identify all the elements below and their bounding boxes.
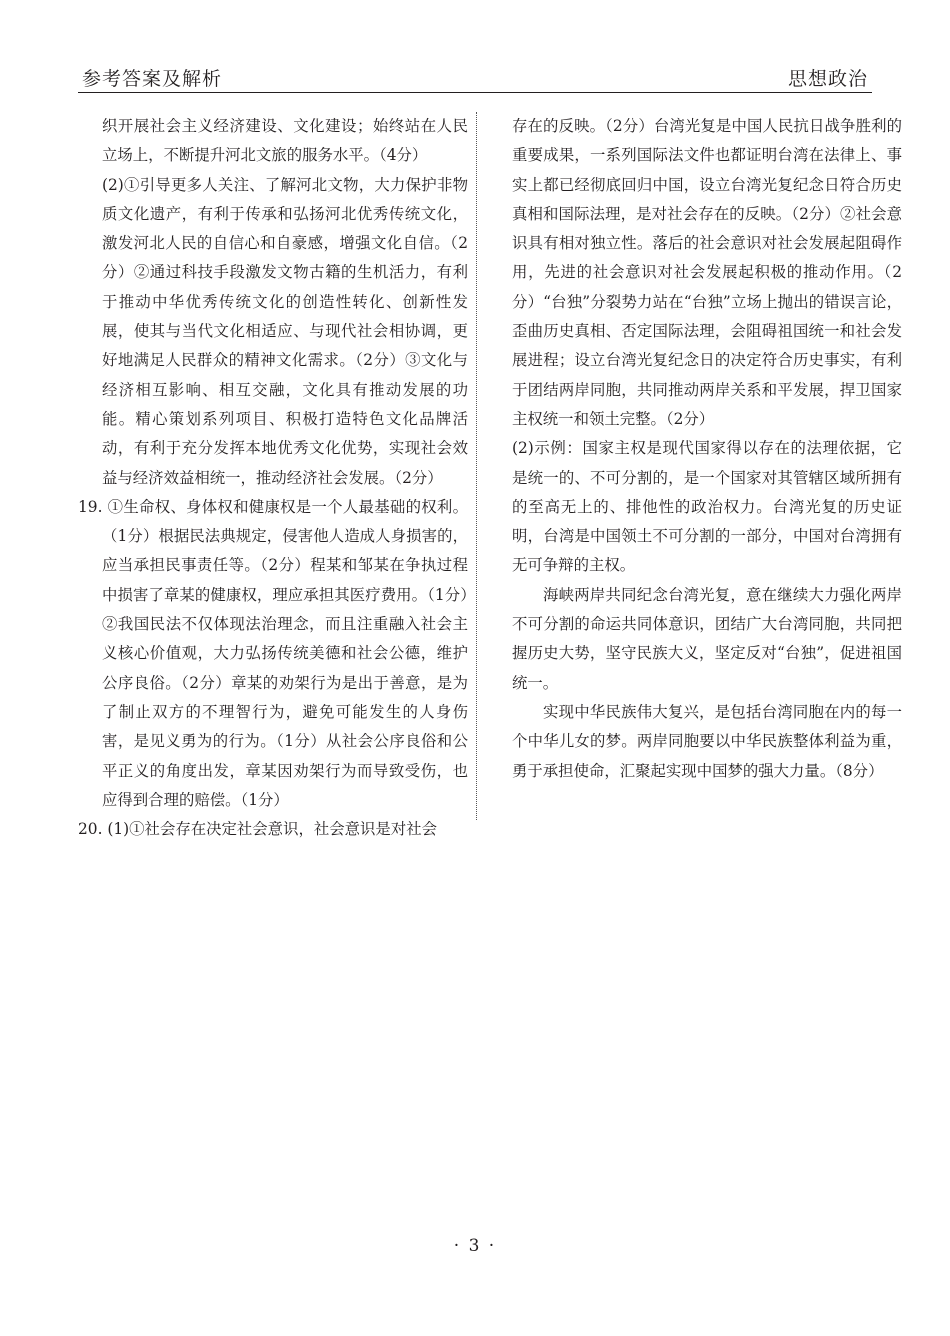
- answer-20-2-paragraph-2: 海峡两岸共同纪念台湾光复，意在继续大力强化两岸不可分割的命运共同体意识，团结广大台湾同胞，共同把握历史大势，坚守民族大义，坚定反对“台独”，促进祖国统一。: [512, 585, 902, 692]
- answer-20-1-start: 20. (1)①社会存在决定社会意识，社会意识是对社会: [78, 820, 437, 839]
- header-subject: 思想政治: [787, 68, 868, 90]
- page-header: [78, 60, 872, 94]
- column-divider: [476, 112, 477, 820]
- answer-18-1-continued: 织开展社会主义经济建设、文化建设；始终站在人民立场上，不断提升河北文旅的服务水平。（4分）: [102, 117, 468, 165]
- left-column: [78, 112, 468, 844]
- header-section-title: 参考答案及解析: [82, 68, 223, 90]
- answer-18-2: (2)①引导更多人关注、了解河北文物，大力保护非物质文化遗产，有利于传承和弘扬河北优秀传统文化，激发河北人民的自信心和自豪感，增强文化自信。（2分）②通过科技手段激发文物古籍的生机活力，有利于推动中华优秀传统文化的创造性转化、创新性发展，使其与当代文化相适应、与现代社会相协调，更好地满足人民群众的精神文化需求。（2分）③文化与经济相互影响、相互交融，文化具有推动发展的功能。精心策划系列项目、积极打造特色文化品牌活动，有利于充分发挥本地优秀文化优势，实现社会效益与经济效益相统一，推动经济社会发展。（2分）: [102, 175, 468, 487]
- page-number: · 3 ·: [453, 1236, 497, 1256]
- header-rule: [78, 92, 872, 93]
- answer-20-2-paragraph-3: 实现中华民族伟大复兴，是包括台湾同胞在内的每一个中华儿女的梦。两岸同胞要以中华民族整体利益为重，勇于承担使命，汇聚起实现中国梦的强大力量。（8分）: [512, 702, 902, 780]
- answer-20-1-continued: 存在的反映。（2分）台湾光复是中国人民抗日战争胜利的重要成果，一系列国际法文件也都证明台湾在法律上、事实上都已经彻底回归中国，设立台湾光复纪念日符合历史真相和国际法理，是对社会存在的反映。（2分）②社会意识具有相对独立性。落后的社会意识对社会发展起阻碍作用，先进的社会意识对社会发展起积极的推动作用。（2分）“台独”分裂势力站在“台独”立场上抛出的错误言论，歪曲历史真相、否定国际法理，会阻碍祖国统一和社会发展进程；设立台湾光复纪念日的决定符合历史事实，有利于团结两岸同胞，共同推动两岸关系和平发展，捍卫国家主权统一和领土完整。（2分）: [512, 117, 902, 428]
- answer-19: 19. ①生命权、身体权和健康权是一个人最基础的权利。（1分）根据民法典规定，侵害他人造成人身损害的，应当承担民事责任等。（2分）程某和邹某在争执过程中损害了章某的健康权，理应承担其医疗费用。（1分）②我国民法不仅体现法治理念，而且注重融入社会主义核心价值观，大力弘扬传统美德和社会公德，维护公序良俗。（2分）章某的劝架行为是出于善意，是为了制止双方的不理智行为，避免可能发生的人身伤害，是见义勇为的行为。（1分）从社会公序良俗和公平正义的角度出发，章某因劝架行为而导致受伤，也应得到合理的赔偿。（1分）: [78, 497, 468, 809]
- answer-20-2: (2)示例：国家主权是现代国家得以存在的法理依据，它是统一的、不可分割的，是一个国家对其管辖区域所拥有的至高无上的、排他性的政治权力。台湾光复的历史证明，台湾是中国领土不可分割的一部分，中国对台湾拥有无可争辩的主权。: [512, 439, 902, 575]
- right-column: [512, 112, 902, 786]
